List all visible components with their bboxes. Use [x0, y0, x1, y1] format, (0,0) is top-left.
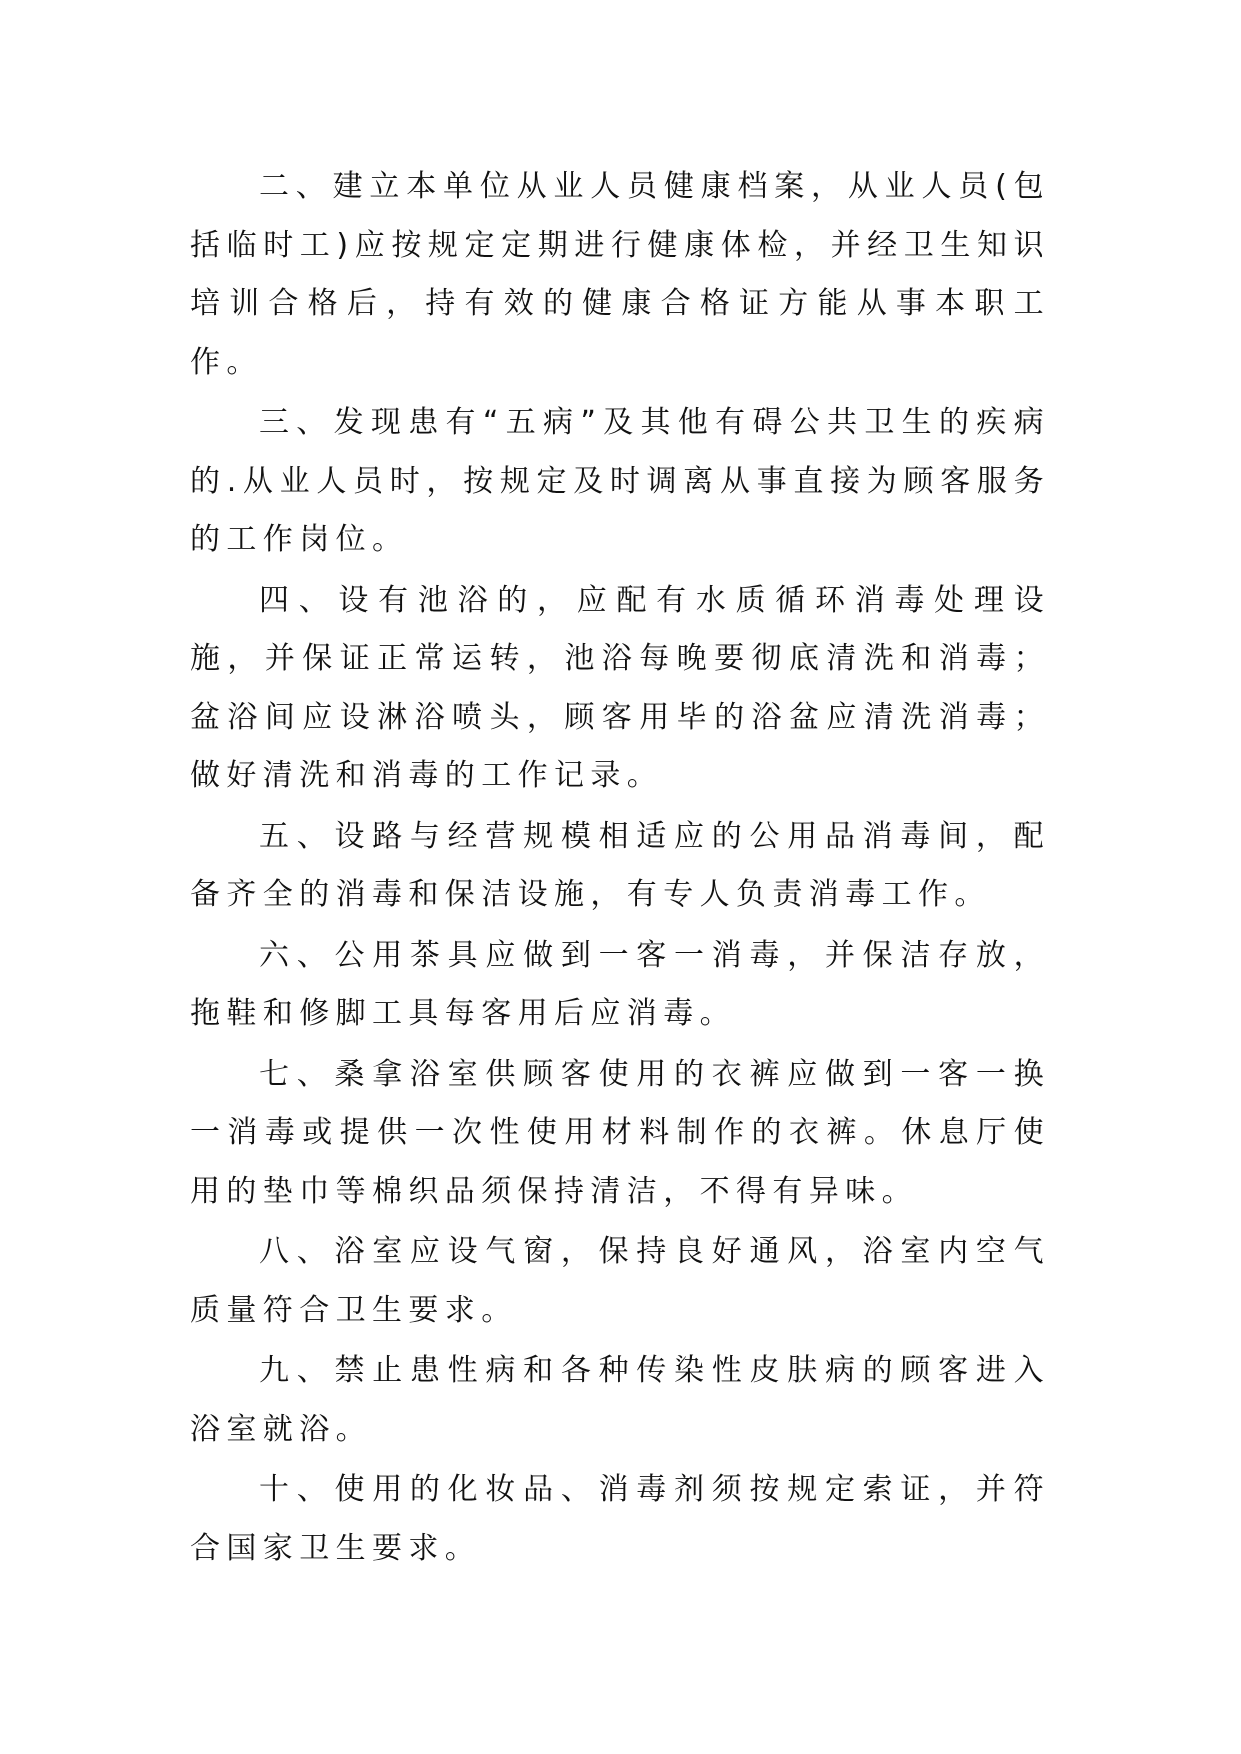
paragraph-health-records: 二、建立本单位从业人员健康档案，从业人员(包括临时工)应按规定定期进行健康体检，并经卫生知识培训合格后，持有效的健康合格证方能从事本职工作。	[190, 169, 1050, 380]
paragraph-sauna-clothing: 七、桑拿浴室供顾客使用的衣裤应做到一客一换一消毒或提供一次性使用材料制作的衣裤。休息厅使用的垫巾等棉织品须保持清洁，不得有异味。	[190, 1056, 1050, 1209]
paragraph-tea-set-disinfection: 六、公用茶具应做到一客一消毒，并保洁存放，拖鞋和修脚工具每客用后应消毒。	[190, 937, 1050, 1031]
paragraph-cosmetics-certification: 十、使用的化妆品、消毒剂须按规定索证，并符合国家卫生要求。	[190, 1472, 1050, 1566]
paragraph-disinfection-room: 五、设路与经营规模相适应的公用品消毒间，配备齐全的消毒和保洁设施，有专人负责消毒工作。	[190, 818, 1050, 912]
paragraph-ventilation: 八、浴室应设气窗，保持良好通风，浴室内空气质量符合卫生要求。	[190, 1234, 1050, 1328]
paragraph-disease-reassignment: 三、发现患有“五病”及其他有碍公共卫生的疾病的.从业人员时，按规定及时调离从事直接为顾客服务的工作岗位。	[190, 405, 1050, 557]
document-body	[190, 158, 1050, 1580]
paragraph-entry-restriction: 九、禁止患性病和各种传染性皮肤病的顾客进入浴室就浴。	[190, 1353, 1050, 1447]
paragraph-pool-disinfection: 四、设有池浴的，应配有水质循环消毒处理设施，并保证正常运转，池浴每晚要彻底清洗和消毒；盆浴间应设淋浴喷头，顾客用毕的浴盆应清洗消毒；做好清洗和消毒的工作记录。	[190, 582, 1050, 793]
